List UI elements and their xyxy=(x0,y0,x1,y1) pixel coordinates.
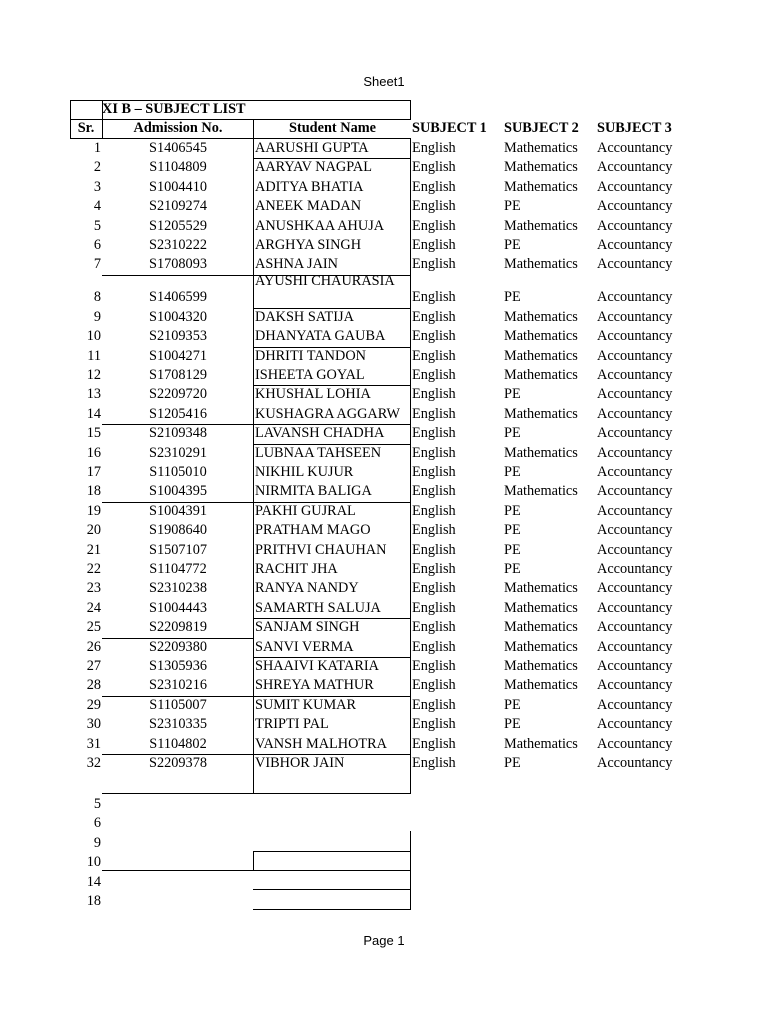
row-subject-3: Accountancy xyxy=(597,522,673,539)
row-student-name: PAKHI GUJRAL xyxy=(255,502,356,519)
extra-border xyxy=(253,889,411,890)
row-subject-3: Accountancy xyxy=(597,696,673,713)
row-sr: 20 xyxy=(86,522,101,539)
row-student-name: DHRITI TANDON xyxy=(255,347,366,364)
row-sr: 23 xyxy=(86,580,101,597)
row-subject-3: Accountancy xyxy=(597,425,673,442)
row-subject-2: PE xyxy=(504,386,521,403)
row-admission-no: S1406545 xyxy=(149,140,207,156)
row-subject-3: Accountancy xyxy=(597,754,673,771)
row-subject-1: English xyxy=(412,159,456,176)
row-sr: 10 xyxy=(86,328,101,345)
row-student-name: DHANYATA GAUBA xyxy=(255,328,386,345)
row-admission-no: S2310238 xyxy=(149,580,207,597)
row-subject-2: Mathematics xyxy=(504,178,578,195)
row-admission-no: S1105007 xyxy=(149,696,207,713)
row-admission-no: S1908640 xyxy=(149,522,207,539)
row-subject-2: Mathematics xyxy=(504,444,578,461)
row-subject-1: English xyxy=(412,638,456,655)
row-sr: 14 xyxy=(86,405,101,422)
row-border xyxy=(253,444,411,445)
row-subject-2: PE xyxy=(504,502,521,519)
row-admission-no: S1305936 xyxy=(149,657,207,674)
row-sr: 27 xyxy=(86,657,101,674)
row-subject-3: Accountancy xyxy=(597,198,673,215)
row-student-name: AARYAV NAGPAL xyxy=(255,159,372,176)
row-subject-1: English xyxy=(412,140,456,156)
row-subject-3: Accountancy xyxy=(597,599,673,616)
header-student-name: Student Name xyxy=(289,120,376,136)
row-subject-2: Mathematics xyxy=(504,256,578,273)
row-sr: 7 xyxy=(93,256,101,273)
row-student-name: RANYA NANDY xyxy=(255,580,359,597)
row-border xyxy=(253,347,411,348)
row-subject-1: English xyxy=(412,328,456,345)
row-admission-no: S1004443 xyxy=(149,599,207,616)
row-sr: 13 xyxy=(86,386,101,403)
extra-row-number: 14 xyxy=(86,873,101,890)
row-student-name: NIKHIL KUJUR xyxy=(255,463,354,480)
row-admission-no: S1406599 xyxy=(149,289,207,306)
row-sr: 4 xyxy=(93,198,101,215)
row-admission-no: S2209720 xyxy=(149,386,207,403)
extra-row-number: 5 xyxy=(93,796,101,812)
row-sr: 11 xyxy=(87,347,101,364)
row-admission-no: S2109274 xyxy=(149,198,207,215)
row-admission-no: S2209819 xyxy=(149,619,207,636)
row-admission-no: S1205416 xyxy=(149,405,207,422)
row-subject-1: English xyxy=(412,178,456,195)
row-sr: 18 xyxy=(86,483,101,500)
row-subject-3: Accountancy xyxy=(597,735,673,752)
row-subject-3: Accountancy xyxy=(597,483,673,500)
row-student-name: SANVI VERMA xyxy=(255,638,354,655)
row-subject-3: Accountancy xyxy=(597,178,673,195)
row-subject-1: English xyxy=(412,541,456,558)
row-subject-3: Accountancy xyxy=(597,386,673,403)
row-student-name: SANJAM SINGH xyxy=(255,619,360,636)
row-subject-1: English xyxy=(412,599,456,616)
row-subject-1: English xyxy=(412,366,456,383)
row-subject-3: Accountancy xyxy=(597,502,673,519)
row-subject-3: Accountancy xyxy=(597,366,673,383)
row-sr: 1 xyxy=(93,140,101,156)
row-subject-1: English xyxy=(412,347,456,364)
row-admission-no: S1004320 xyxy=(149,308,207,325)
row-sr: 22 xyxy=(86,560,101,577)
row-subject-2: Mathematics xyxy=(504,405,578,422)
row-admission-no: S1104809 xyxy=(149,159,207,176)
row-subject-2: PE xyxy=(504,289,521,306)
row-subject-1: English xyxy=(412,256,456,273)
row-student-name: RACHIT JHA xyxy=(255,560,338,577)
extra-border xyxy=(102,870,411,871)
row-border xyxy=(253,754,411,755)
row-subject-1: English xyxy=(412,580,456,597)
row-admission-no: S1004391 xyxy=(149,502,207,519)
row-subject-2: PE xyxy=(504,425,521,442)
row-subject-2: Mathematics xyxy=(504,657,578,674)
row-subject-2: PE xyxy=(504,237,521,253)
row-border xyxy=(253,502,411,503)
row-subject-3: Accountancy xyxy=(597,217,673,234)
row-sr: 26 xyxy=(86,638,101,655)
row-border xyxy=(253,657,411,658)
row-border xyxy=(253,618,411,619)
header-admission: Admission No. xyxy=(133,120,223,136)
header-divider xyxy=(253,119,254,139)
row-admission-no: S2310222 xyxy=(149,237,207,253)
row-student-name: LAVANSH CHADHA xyxy=(255,425,385,442)
row-subject-1: English xyxy=(412,405,456,422)
row-student-name: LUBNAA TAHSEEN xyxy=(255,444,382,461)
row-subject-2: PE xyxy=(504,560,521,577)
row-border xyxy=(102,754,254,755)
row-subject-1: English xyxy=(412,289,456,306)
row-subject-2: Mathematics xyxy=(504,366,578,383)
row-subject-2: PE xyxy=(504,754,521,771)
header-subject-1: SUBJECT 1 xyxy=(412,120,487,136)
row-subject-2: PE xyxy=(504,463,521,480)
row-student-name: SAMARTH SALUJA xyxy=(255,599,381,616)
row-subject-2: Mathematics xyxy=(504,140,578,156)
header-subject-3: SUBJECT 3 xyxy=(597,120,672,136)
row-sr: 6 xyxy=(93,237,101,253)
row-student-name: ASHNA JAIN xyxy=(255,256,339,273)
row-border xyxy=(253,275,411,276)
row-subject-2: Mathematics xyxy=(504,619,578,636)
row-sr: 25 xyxy=(86,619,101,636)
row-student-name: ANUSHKAA AHUJA xyxy=(255,217,385,234)
row-border xyxy=(253,424,411,425)
row-sr: 28 xyxy=(86,677,101,694)
row-student-name: KHUSHAL LOHIA xyxy=(255,386,371,403)
row-subject-3: Accountancy xyxy=(597,716,673,733)
row-admission-no: S1205529 xyxy=(149,217,207,234)
row-sr: 29 xyxy=(86,696,101,713)
row-border xyxy=(102,793,411,794)
table-title: XI B – SUBJECT LIST xyxy=(102,101,246,117)
row-subject-2: Mathematics xyxy=(504,483,578,500)
row-admission-no: S2310335 xyxy=(149,716,207,733)
row-sr: 24 xyxy=(86,599,101,616)
row-subject-3: Accountancy xyxy=(597,444,673,461)
row-subject-2: Mathematics xyxy=(504,328,578,345)
row-sr: 2 xyxy=(93,159,101,176)
row-border xyxy=(253,308,411,309)
row-subject-1: English xyxy=(412,386,456,403)
row-sr: 30 xyxy=(86,716,101,733)
row-subject-3: Accountancy xyxy=(597,580,673,597)
page-number: Page 1 xyxy=(363,933,405,948)
extra-row-number: 9 xyxy=(93,834,101,851)
row-border xyxy=(253,696,411,697)
row-admission-no: S1104802 xyxy=(149,735,207,752)
row-border xyxy=(102,638,254,639)
row-admission-no: S1004395 xyxy=(149,483,207,500)
row-student-name: ARGHYA SINGH xyxy=(255,237,362,253)
extra-border xyxy=(253,851,254,871)
row-student-name: ANEEK MADAN xyxy=(255,198,362,215)
row-subject-2: PE xyxy=(504,541,521,558)
row-admission-no: S2109348 xyxy=(149,425,207,442)
row-subject-3: Accountancy xyxy=(597,405,673,422)
row-subject-1: English xyxy=(412,502,456,519)
row-subject-2: Mathematics xyxy=(504,638,578,655)
row-subject-2: Mathematics xyxy=(504,580,578,597)
row-subject-1: English xyxy=(412,444,456,461)
row-admission-no: S1004271 xyxy=(149,347,207,364)
row-subject-1: English xyxy=(412,237,456,253)
row-border xyxy=(102,502,254,503)
row-sr: 21 xyxy=(86,541,101,558)
row-student-name: NIRMITA BALIGA xyxy=(255,483,372,500)
row-subject-3: Accountancy xyxy=(597,159,673,176)
row-student-name: TRIPTI PAL xyxy=(255,716,329,733)
row-subject-2: Mathematics xyxy=(504,308,578,325)
row-subject-3: Accountancy xyxy=(597,237,673,253)
row-subject-3: Accountancy xyxy=(597,677,673,694)
row-sr: 8 xyxy=(93,289,101,306)
row-student-name: VANSH MALHOTRA xyxy=(255,735,387,752)
row-admission-no: S2209380 xyxy=(149,638,207,655)
row-subject-1: English xyxy=(412,735,456,752)
row-subject-1: English xyxy=(412,483,456,500)
row-subject-2: PE xyxy=(504,716,521,733)
row-admission-no: S2109353 xyxy=(149,328,207,345)
row-student-name: PRITHVI CHAUHAN xyxy=(255,541,387,558)
row-subject-3: Accountancy xyxy=(597,308,673,325)
row-student-name: AYUSHI CHAURASIA xyxy=(255,273,395,290)
sheet-title: Sheet1 xyxy=(363,74,405,89)
row-subject-2: PE xyxy=(504,522,521,539)
row-subject-1: English xyxy=(412,217,456,234)
extra-border xyxy=(253,851,411,852)
extra-row-number: 10 xyxy=(86,854,101,871)
title-border-right xyxy=(410,100,411,120)
row-subject-1: English xyxy=(412,677,456,694)
row-subject-3: Accountancy xyxy=(597,541,673,558)
row-subject-1: English xyxy=(412,696,456,713)
row-student-name: SHAAIVI KATARIA xyxy=(255,657,379,674)
row-subject-3: Accountancy xyxy=(597,638,673,655)
row-subject-1: English xyxy=(412,198,456,215)
row-sr: 17 xyxy=(86,463,101,480)
row-admission-no: S2209378 xyxy=(149,754,207,771)
row-admission-no: S1004410 xyxy=(149,178,207,195)
row-border xyxy=(102,696,254,697)
row-sr: 15 xyxy=(86,425,101,442)
row-subject-1: English xyxy=(412,716,456,733)
row-student-name: SHREYA MATHUR xyxy=(255,677,374,694)
row-subject-1: English xyxy=(412,425,456,442)
row-subject-1: English xyxy=(412,560,456,577)
row-student-name: PRATHAM MAGO xyxy=(255,522,371,539)
row-student-name: ADITYA BHATIA xyxy=(255,178,364,195)
extra-border xyxy=(253,909,411,910)
row-sr: 16 xyxy=(86,444,101,461)
row-subject-1: English xyxy=(412,657,456,674)
row-subject-1: English xyxy=(412,619,456,636)
row-subject-2: Mathematics xyxy=(504,217,578,234)
row-subject-2: Mathematics xyxy=(504,347,578,364)
row-border xyxy=(102,275,254,276)
row-sr: 31 xyxy=(86,735,101,752)
row-student-name: SUMIT KUMAR xyxy=(255,696,357,713)
row-admission-no: S1708129 xyxy=(149,366,207,383)
row-sr: 5 xyxy=(93,217,101,234)
row-student-name: KUSHAGRA AGGARW xyxy=(255,405,400,422)
row-subject-2: Mathematics xyxy=(504,599,578,616)
row-subject-3: Accountancy xyxy=(597,256,673,273)
row-admission-no: S1507107 xyxy=(149,541,207,558)
row-student-name: ISHEETA GOYAL xyxy=(255,366,365,383)
row-subject-2: PE xyxy=(504,696,521,713)
row-admission-no: S2310291 xyxy=(149,444,207,461)
row-border xyxy=(102,424,254,425)
extra-row-number: 6 xyxy=(93,815,101,832)
row-admission-no: S1708093 xyxy=(149,256,207,273)
row-admission-no: S1105010 xyxy=(149,463,207,480)
row-subject-3: Accountancy xyxy=(597,657,673,674)
row-subject-2: Mathematics xyxy=(504,159,578,176)
row-sr: 3 xyxy=(93,178,101,195)
header-subject-2: SUBJECT 2 xyxy=(504,120,579,136)
row-subject-1: English xyxy=(412,522,456,539)
extra-row-number: 18 xyxy=(86,893,101,909)
row-subject-3: Accountancy xyxy=(597,140,673,156)
row-student-name: VIBHOR JAIN xyxy=(255,754,345,771)
row-subject-2: Mathematics xyxy=(504,735,578,752)
row-sr: 19 xyxy=(86,502,101,519)
row-subject-3: Accountancy xyxy=(597,347,673,364)
row-student-name: AARUSHI GUPTA xyxy=(255,140,369,156)
row-subject-3: Accountancy xyxy=(597,463,673,480)
row-subject-3: Accountancy xyxy=(597,289,673,306)
row-subject-3: Accountancy xyxy=(597,328,673,345)
row-sr: 32 xyxy=(86,754,101,771)
row-subject-2: PE xyxy=(504,198,521,215)
row-sr: 9 xyxy=(93,308,101,325)
row-subject-1: English xyxy=(412,754,456,771)
row-subject-3: Accountancy xyxy=(597,619,673,636)
row-border xyxy=(253,158,411,159)
row-admission-no: S2310216 xyxy=(149,677,207,694)
row-sr: 12 xyxy=(86,366,101,383)
row-subject-1: English xyxy=(412,463,456,480)
row-subject-3: Accountancy xyxy=(597,560,673,577)
row-student-name: DAKSH SATIJA xyxy=(255,308,354,325)
row-admission-no: S1104772 xyxy=(149,560,207,577)
header-sr: Sr. xyxy=(77,120,95,136)
row-subject-2: Mathematics xyxy=(504,677,578,694)
row-border xyxy=(253,385,411,386)
row-subject-1: English xyxy=(412,308,456,325)
